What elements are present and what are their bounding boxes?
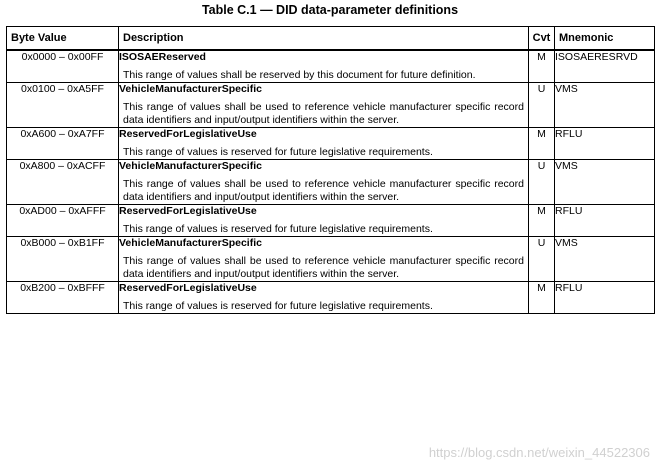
cvt-cell: U (529, 237, 555, 282)
cvt-cell: M (529, 282, 555, 314)
parameter-name: VehicleManufacturerSpecific (119, 160, 262, 172)
mnemonic-cell: RFLU (555, 205, 655, 237)
parameter-description: This range of values is reserved for future legislative requirements. (123, 223, 433, 235)
byte-value-cell: 0xB200 – 0xBFFF (7, 282, 119, 314)
table-caption: Table C.1 — DID data-parameter definitions (201, 3, 459, 17)
byte-value-cell: 0x0000 – 0x00FF (7, 50, 119, 83)
cvt-cell: U (529, 160, 555, 205)
parameter-name: ISOSAEReserved (119, 51, 206, 63)
mnemonic-cell: VMS (555, 83, 655, 128)
description-cell (119, 205, 529, 237)
mnemonic-cell: ISOSAERESRVD (555, 50, 655, 83)
parameter-description: This range of values shall be used to reference vehicle manufacturer specific record data identifiers and input/output identifiers within the server. (123, 101, 524, 126)
description-cell (119, 83, 529, 128)
parameter-name: ReservedForLegislativeUse (119, 282, 257, 294)
table-row (7, 282, 655, 314)
parameter-description: This range of values is reserved for future legislative requirements. (123, 300, 433, 312)
mnemonic-cell: RFLU (555, 282, 655, 314)
parameter-name: VehicleManufacturerSpecific (119, 83, 262, 95)
table-row (7, 128, 655, 160)
cvt-cell: M (529, 50, 555, 83)
parameter-name: ReservedForLegislativeUse (119, 128, 257, 140)
byte-value-cell: 0xA600 – 0xA7FF (7, 128, 119, 160)
header-cvt: Cvt (529, 27, 555, 51)
cvt-cell: M (529, 205, 555, 237)
parameter-description: This range of values is reserved for future legislative requirements. (123, 146, 433, 158)
cvt-cell: U (529, 83, 555, 128)
byte-value-cell: 0xB000 – 0xB1FF (7, 237, 119, 282)
table-row (7, 237, 655, 282)
byte-value-cell: 0xAD00 – 0xAFFF (7, 205, 119, 237)
parameter-description: This range of values shall be used to reference vehicle manufacturer specific record data identifiers and input/output identifiers within the server. (123, 255, 524, 280)
header-row (7, 27, 655, 51)
cvt-cell: M (529, 128, 555, 160)
parameter-description: This range of values shall be reserved by this document for future definition. (123, 69, 476, 81)
mnemonic-cell: VMS (555, 237, 655, 282)
did-definitions-table (6, 26, 655, 314)
mnemonic-cell: RFLU (555, 128, 655, 160)
mnemonic-cell: VMS (555, 160, 655, 205)
description-cell (119, 160, 529, 205)
table-row (7, 160, 655, 205)
watermark: https://blog.csdn.net/weixin_44522306 (428, 445, 650, 460)
table-row (7, 83, 655, 128)
header-mnemonic: Mnemonic (555, 27, 655, 51)
description-cell (119, 237, 529, 282)
description-cell (119, 128, 529, 160)
description-cell (119, 50, 529, 83)
description-cell (119, 282, 529, 314)
header-description: Description (119, 27, 529, 51)
parameter-description: This range of values shall be used to reference vehicle manufacturer specific record data identifiers and input/output identifiers within the server. (123, 178, 524, 203)
parameter-name: VehicleManufacturerSpecific (119, 237, 262, 249)
byte-value-cell: 0xA800 – 0xACFF (7, 160, 119, 205)
table-body (7, 50, 655, 314)
header-byte-value: Byte Value (7, 27, 119, 51)
table-row (7, 205, 655, 237)
byte-value-cell: 0x0100 – 0xA5FF (7, 83, 119, 128)
table-row (7, 50, 655, 83)
parameter-name: ReservedForLegislativeUse (119, 205, 257, 217)
